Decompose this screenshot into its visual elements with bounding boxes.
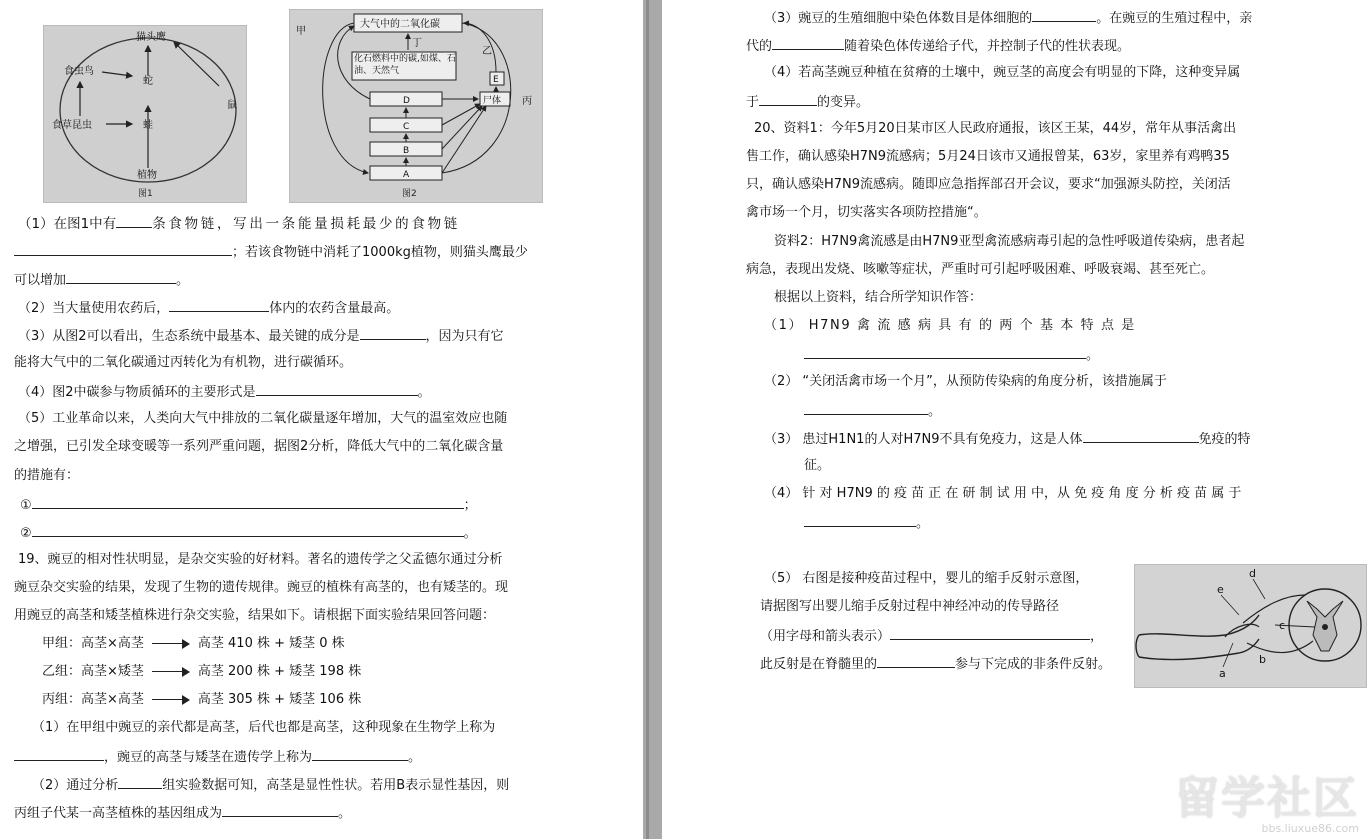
q19-line2: 豌豆杂交实验的结果，发现了生物的遗传规律。豌豆的植株有高茎的，也有矮茎的。现 — [14, 580, 509, 595]
right-arrow-icon — [152, 639, 190, 649]
s2-line1: （2） “关闭活禽市场一个月”，从预防传染病的角度分析，该措施属于 — [764, 374, 1167, 389]
answer-blank[interactable] — [1083, 429, 1199, 443]
answer-blank[interactable] — [32, 523, 464, 537]
reflex-label-c: c — [1279, 619, 1286, 632]
r3-line1: （3）豌豆的生殖细胞中染色体数目是体细胞的 。在豌豆的生殖过程中，亲 — [764, 8, 1252, 28]
answer-blank[interactable] — [14, 747, 104, 761]
co2-box: 大气中的二氧化碳 — [360, 19, 440, 30]
s5-line2: 请据图写出婴儿缩手反射过程中神经冲动的传导路径 — [760, 599, 1060, 614]
q1-line3: 可以增加 。 — [14, 270, 189, 290]
q5-line3: 的措施有： — [14, 468, 80, 483]
answer-blank[interactable] — [66, 270, 176, 284]
s5-line1: （5） 右图是接种疫苗过程中，婴儿的缩手反射示意图， — [764, 571, 1089, 586]
answer-blank[interactable] — [804, 401, 928, 415]
q20-line4: 禽市场一个月，切实落实各项防控措施“。 — [746, 205, 987, 220]
answer-blank[interactable] — [32, 495, 464, 509]
reflex-label-b: b — [1259, 653, 1266, 666]
answer-blank[interactable] — [1032, 8, 1096, 22]
q20-line3: 只，确认感染H7N9流感病。随即应急指挥部召开会议，要求“加强源头防控，关闭活 — [746, 177, 1231, 192]
node-grass-insect: 食草昆虫 — [52, 120, 92, 131]
answer-blank[interactable] — [222, 803, 338, 817]
node-insect-bird: 食虫鸟 — [64, 66, 94, 77]
s1-line1: （1） H7N9 禽 流 感 病 具 有 的 两 个 基 本 特 点 是 — [764, 318, 1136, 333]
node-mouse: 鼠 — [227, 100, 237, 111]
measure-1: ① ； — [20, 495, 477, 515]
s1-line2: 。 — [804, 345, 1099, 365]
p2-line1: （2）通过分析 组实验数据可知，高茎是显性性状。若用B表示显性基因，则 — [32, 775, 509, 795]
answer-blank[interactable] — [804, 345, 1086, 359]
watermark-logo-text: 留学社区 — [1175, 773, 1359, 824]
carbon-cycle-figure — [289, 9, 543, 203]
answer-blank[interactable] — [360, 326, 426, 340]
label-yi: 乙 — [482, 46, 492, 57]
answer-blank[interactable] — [759, 92, 817, 106]
p1-line1: （1）在甲组中豌豆的亲代都是高茎，后代也都是高茎，这种现象在生物学上称为 — [32, 720, 496, 735]
fig2-caption: 图2 — [402, 189, 417, 199]
node-frog: 蛙 — [143, 120, 153, 131]
q1-line2: ；若该食物链中消耗了1000kg植物，则猫头鹰最少 — [14, 242, 528, 262]
r4-line2: 于 的变异。 — [746, 92, 869, 112]
right-page — [662, 0, 1367, 839]
q19-line3: 用豌豆的高茎和矮茎植株进行杂交实验，结果如下。请根据下面实验结果回答问题： — [14, 608, 496, 623]
answer-blank[interactable] — [169, 298, 269, 312]
level-C: C — [403, 122, 410, 132]
level-A: A — [403, 170, 410, 180]
food-web-figure — [43, 25, 247, 203]
label-bing: 丙 — [522, 96, 532, 107]
p1-line2: ，豌豆的高茎与矮茎在遗传学上称为 。 — [14, 747, 421, 767]
answer-blank[interactable] — [312, 747, 408, 761]
answer-blank[interactable] — [118, 775, 162, 789]
right-arrow-icon — [152, 667, 190, 677]
s4-line2: 。 — [804, 513, 929, 533]
answer-blank[interactable] — [14, 242, 232, 256]
r4-line1: （4）若高茎豌豆种植在贫瘠的土壤中，豌豆茎的高度会有明显的下降，这种变异属 — [764, 65, 1241, 80]
p2-line2: 丙组子代某一高茎植株的基因组成为 。 — [14, 803, 351, 823]
group-row: 丙组：高茎×高茎 高茎 305 株 + 矮茎 106 株 — [42, 692, 362, 707]
node-plant: 植物 — [137, 170, 157, 181]
q20-line1: 20、资料1：今年5月20日某市区人民政府通报，该区王某，44岁，常年从事活禽出 — [754, 121, 1237, 136]
label-jia: 甲 — [296, 26, 306, 37]
reflex-label-d: d — [1249, 567, 1256, 580]
answer-blank[interactable] — [804, 513, 916, 527]
reflex-label-e: e — [1217, 583, 1224, 596]
node-snake: 蛇 — [143, 76, 153, 87]
q4: （4）图2中碳参与物质循环的主要形式是 。 — [18, 382, 431, 402]
group-row: 乙组：高茎×矮茎 高茎 200 株 + 矮茎 198 株 — [42, 664, 362, 679]
s4-line1: （4） 针 对 H7N9 的 疫 苗 正 在 研 制 试 用 中，从 免 疫 角 度 分 析 疫 苗 属 于 — [764, 486, 1242, 501]
reflex-label-a: a — [1219, 667, 1226, 680]
q3-line1: （3）从图2可以看出，生态系统中最基本、最关键的成分是 ，因为只有它 — [18, 326, 504, 346]
node-owl: 猫头鹰 — [136, 32, 166, 43]
left-page — [0, 0, 643, 839]
q20-line2: 售工作，确认感染H7N9流感病；5月24日该市又通报曾某，63岁，家里养有鸡鸭35 — [746, 149, 1230, 164]
group-row: 甲组：高茎×高茎 高茎 410 株 + 矮茎 0 株 — [42, 636, 345, 651]
body-box: 尸体 — [483, 96, 502, 106]
label-ding: 丁 — [412, 38, 422, 49]
answer-blank[interactable] — [890, 626, 1090, 640]
fig1-caption: 图1 — [138, 189, 153, 199]
q1-line1: （1）在图1中有 条食物链，写出一条能量损耗最少的食物链 — [18, 216, 460, 232]
right-arrow-icon — [152, 695, 190, 705]
s3-line1: （3） 患过H1N1的人对H7N9不具有免疫力，这是人体 免疫的特 — [764, 429, 1251, 449]
measure-2: ② 。 — [20, 523, 477, 543]
fossil-box: 化石燃料中的碳,如煤、石油、天然气 — [354, 54, 456, 76]
z2-line2: 病急，表现出发烧、咳嗽等症状，严重时可引起呼吸困难、呼吸衰竭、甚至死亡。 — [746, 262, 1215, 277]
reflex-arc-figure — [1134, 564, 1367, 688]
answer-blank[interactable] — [256, 382, 418, 396]
label-E: E — [493, 75, 499, 85]
s5-line4: 此反射是在脊髓里的 参与下完成的非条件反射。 — [760, 654, 1111, 674]
q5-line1: （5）工业革命以来，人类向大气中排放的二氧化碳量逐年增加，大气的温室效应也随 — [18, 411, 508, 426]
watermark — [1175, 773, 1359, 835]
q2: （2）当大量使用农药后， 体内的农药含量最高。 — [18, 298, 399, 318]
level-D: D — [403, 96, 410, 106]
s3-line2: 征。 — [804, 458, 831, 473]
s2-line2: 。 — [804, 401, 941, 421]
level-B: B — [403, 146, 410, 156]
answer-blank[interactable] — [116, 214, 152, 228]
z2-line1: 资料2：H7N9禽流感是由H7N9亚型禽流感病毒引起的急性呼吸道传染病，患者起 — [774, 234, 1245, 249]
answer-blank[interactable] — [772, 36, 844, 50]
answer-blank[interactable] — [877, 654, 955, 668]
page-gutter-line — [646, 0, 649, 839]
q5-line2: 之增强，已引发全球变暖等一系列严重问题，据图2分析，降低大气中的二氧化碳含量 — [14, 439, 504, 454]
s5-line3: （用字母和箭头表示） ， — [760, 626, 1103, 646]
q19-line1: 19、豌豆的相对性状明显，是杂交实验的好材料。著名的遗传学之父孟德尔通过分析 — [18, 552, 503, 567]
watermark-url: bbs.liuxue86.com — [1261, 822, 1359, 835]
q3-line2: 能将大气中的二氧化碳通过丙转化为有机物，进行碳循环。 — [14, 355, 353, 370]
ask-line: 根据以上资料，结合所学知识作答： — [774, 290, 983, 305]
r3-line2: 代的 随着染色体传递给子代，并控制子代的性状表现。 — [746, 36, 1130, 56]
